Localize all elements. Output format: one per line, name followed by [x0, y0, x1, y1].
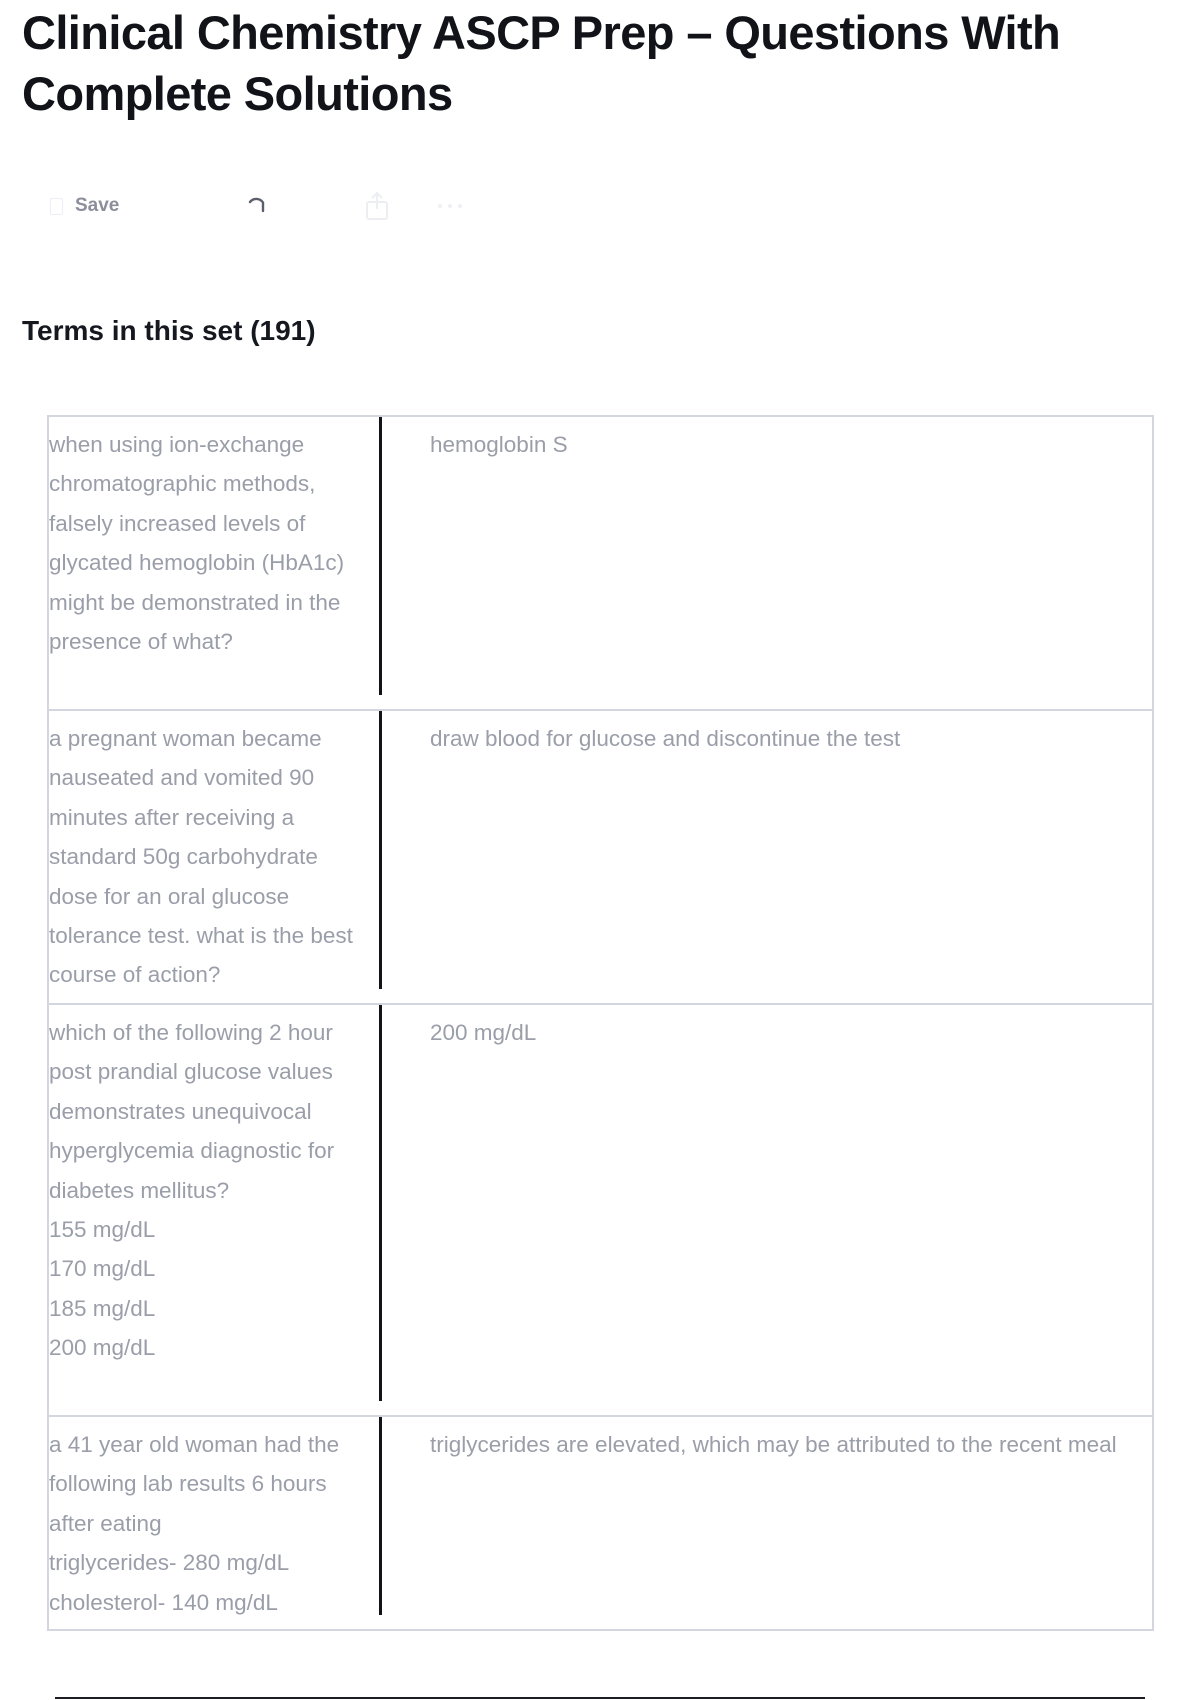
terms-table	[47, 415, 1154, 1631]
term-row	[49, 1417, 1152, 1631]
term-row	[49, 1005, 1152, 1417]
term-answer: triglycerides are elevated, which may be attributed to the recent meal	[430, 1432, 1117, 1457]
column-divider	[379, 1005, 382, 1401]
more-icon[interactable]	[436, 186, 464, 226]
share-icon[interactable]	[364, 186, 390, 226]
term-row	[49, 417, 1152, 711]
term-question: which of the following 2 hour post prandial glucose values demonstrates unequivocal hyperglycemia diagnostic for diabetes mellitus? 155 mg/dL 170 mg/dL 185 mg/dL 200 mg/dL	[49, 1020, 335, 1361]
term-answer: 200 mg/dL	[430, 1020, 537, 1045]
bookmark-icon	[50, 198, 63, 215]
term-answer: draw blood for glucose and discontinue the test	[430, 726, 901, 751]
term-question: a pregnant woman became nauseated and vomited 90 minutes after receiving a standard 50g carbohydrate dose for an oral glucose tolerance test. what is the best course of action?	[49, 726, 353, 988]
toolbar	[50, 186, 490, 226]
term-question: a 41 year old woman had the following lab results 6 hours after eating triglycerides- 280 mg/dL cholesterol- 140 mg/dL	[49, 1432, 340, 1615]
term-row	[49, 711, 1152, 1005]
page-title: Clinical Chemistry ASCP Prep – Questions With Complete Solutions	[22, 6, 1061, 120]
loading-spinner-icon	[242, 186, 272, 226]
bottom-divider	[55, 1697, 1145, 1699]
save-button-label: Save	[75, 195, 120, 216]
column-divider	[379, 711, 382, 989]
save-button[interactable]	[50, 186, 119, 226]
term-question: when using ion-exchange chromatographic methods, falsely increased levels of glycated hemoglobin (HbA1c) might be demonstrated in the presence of what?	[49, 432, 345, 655]
column-divider	[379, 417, 382, 695]
column-divider	[379, 1417, 382, 1615]
term-answer: hemoglobin S	[430, 432, 568, 457]
terms-heading: Terms in this set (191)	[22, 315, 316, 346]
